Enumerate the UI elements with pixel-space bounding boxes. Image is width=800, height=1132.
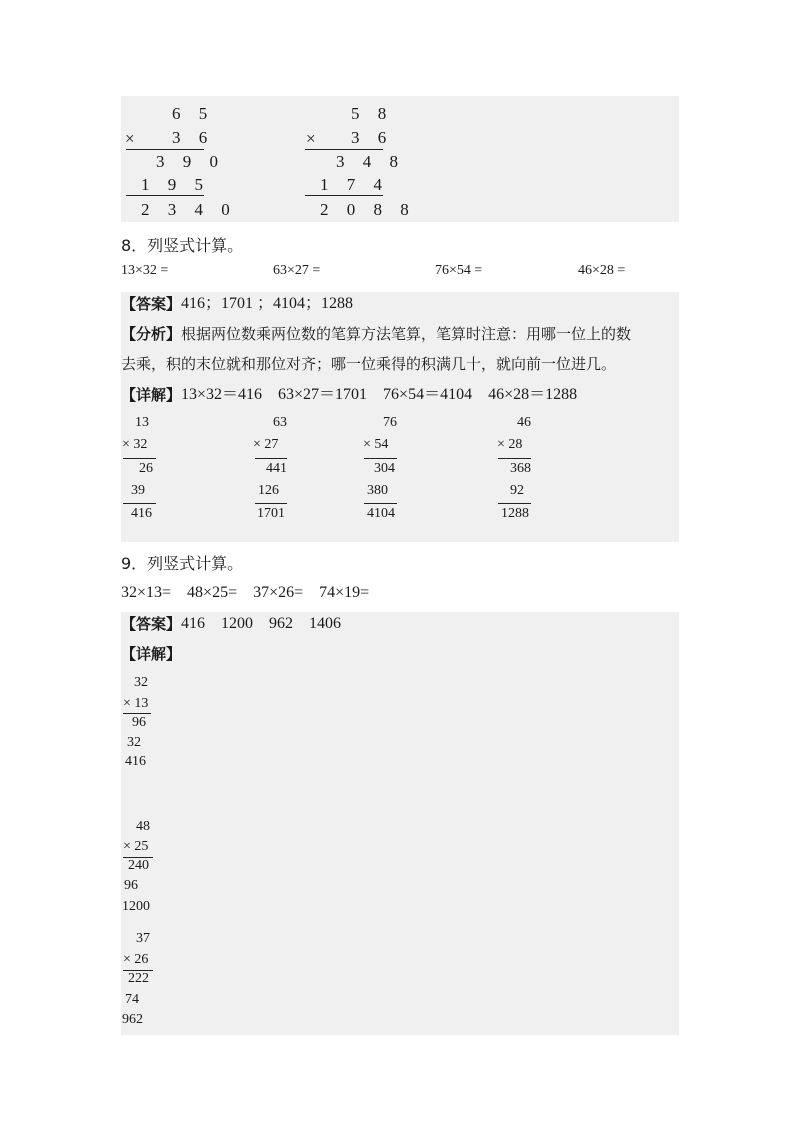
multiplicand: 5 8 — [351, 104, 394, 123]
question-9-title: 9．列竖式计算。 — [121, 554, 244, 573]
question-9-items: 32×13= 48×25= 37×26= 74×19= — [121, 584, 370, 601]
product: 4104 — [367, 506, 395, 521]
question-8-title: 8．列竖式计算。 — [121, 236, 244, 255]
partial-product-2: 74 — [125, 992, 139, 1007]
rule — [364, 503, 397, 504]
partial-product-1: 441 — [266, 461, 287, 476]
question-8-item-2: 63×27 = — [273, 263, 321, 278]
multiplicand: 6 5 — [172, 104, 215, 123]
product: 1200 — [122, 899, 150, 914]
partial-product-1: 26 — [139, 461, 153, 476]
product: 2 3 4 0 — [141, 200, 237, 219]
multiplicand: 76 — [383, 415, 397, 430]
multiplicand: 37 — [136, 931, 150, 946]
multiplier: × 26 — [123, 952, 149, 967]
rule — [255, 458, 287, 459]
multiplicand: 48 — [136, 819, 150, 834]
product: 2 0 8 8 — [320, 200, 416, 219]
partial-product-2: 1 7 4 — [320, 175, 389, 194]
partial-product-2: 1 9 5 — [141, 175, 210, 194]
answer-label: 【答案】 — [121, 295, 182, 313]
multiplier: × 25 — [123, 839, 149, 854]
multiplier: 3 6 — [172, 128, 215, 147]
product: 962 — [122, 1012, 143, 1027]
answer-label: 【答案】 — [121, 615, 182, 633]
partial-product-1: 304 — [374, 461, 395, 476]
rule — [123, 458, 156, 459]
multiplier: × 54 — [363, 437, 389, 452]
question-9-solution-block — [121, 612, 679, 1035]
rule — [123, 713, 151, 714]
question-8-item-4: 46×28 = — [578, 263, 626, 278]
partial-product-1: 368 — [510, 461, 531, 476]
detail-label: 【详解】 — [121, 386, 182, 404]
question-8-item-3: 76×54 = — [435, 263, 483, 278]
operator: × — [306, 129, 323, 148]
analysis-line-2: 去乘，积的末位就和那位对齐；哪一位乘得的积满几十，就向前一位进几。 — [121, 355, 617, 373]
partial-product-2: 92 — [510, 483, 524, 498]
rule — [305, 195, 383, 196]
partial-product-2: 39 — [131, 483, 145, 498]
analysis-label: 【分析】 — [121, 325, 182, 343]
rule — [364, 458, 397, 459]
detail-label: 【详解】 — [121, 645, 182, 663]
partial-product-1: 96 — [132, 715, 146, 730]
multiplicand: 13 — [135, 415, 149, 430]
rule — [123, 503, 156, 504]
answer-text: 416；1701 ；4104；1288 — [181, 295, 354, 312]
partial-product-1: 222 — [128, 971, 149, 986]
multiplicand: 46 — [517, 415, 531, 430]
product: 416 — [131, 506, 152, 521]
answer-text: 416 1200 962 1406 — [181, 615, 342, 632]
product: 1288 — [501, 506, 529, 521]
multiplier: × 32 — [122, 437, 148, 452]
multiplier: × 13 — [123, 696, 149, 711]
partial-product-1: 240 — [128, 858, 149, 873]
multiplicand: 63 — [273, 415, 287, 430]
analysis-line-1: 根据两位数乘两位数的笔算方法笔算，笔算时注意：用哪一位上的数 — [181, 325, 632, 343]
multiplier: 3 6 — [351, 128, 394, 147]
partial-product-2: 380 — [367, 483, 388, 498]
rule — [305, 149, 383, 150]
rule — [498, 458, 531, 459]
partial-product-1: 3 9 0 — [156, 152, 225, 171]
partial-product-2: 32 — [127, 735, 141, 750]
multiplier: × 28 — [497, 437, 523, 452]
multiplicand: 32 — [134, 675, 148, 690]
partial-product-2: 126 — [258, 483, 279, 498]
question-8-item-1: 13×32 = — [121, 263, 169, 278]
partial-product-1: 3 4 8 — [336, 152, 405, 171]
rule — [498, 503, 531, 504]
operator: × — [125, 129, 142, 148]
multiplier: × 27 — [253, 437, 279, 452]
rule — [126, 149, 204, 150]
product: 416 — [125, 754, 146, 769]
rule — [255, 503, 287, 504]
rule — [126, 195, 204, 196]
partial-product-2: 96 — [124, 878, 138, 893]
product: 1701 — [257, 506, 285, 521]
detail-text: 13×32＝416 63×27＝1701 76×54＝4104 46×28＝1288 — [181, 386, 578, 403]
